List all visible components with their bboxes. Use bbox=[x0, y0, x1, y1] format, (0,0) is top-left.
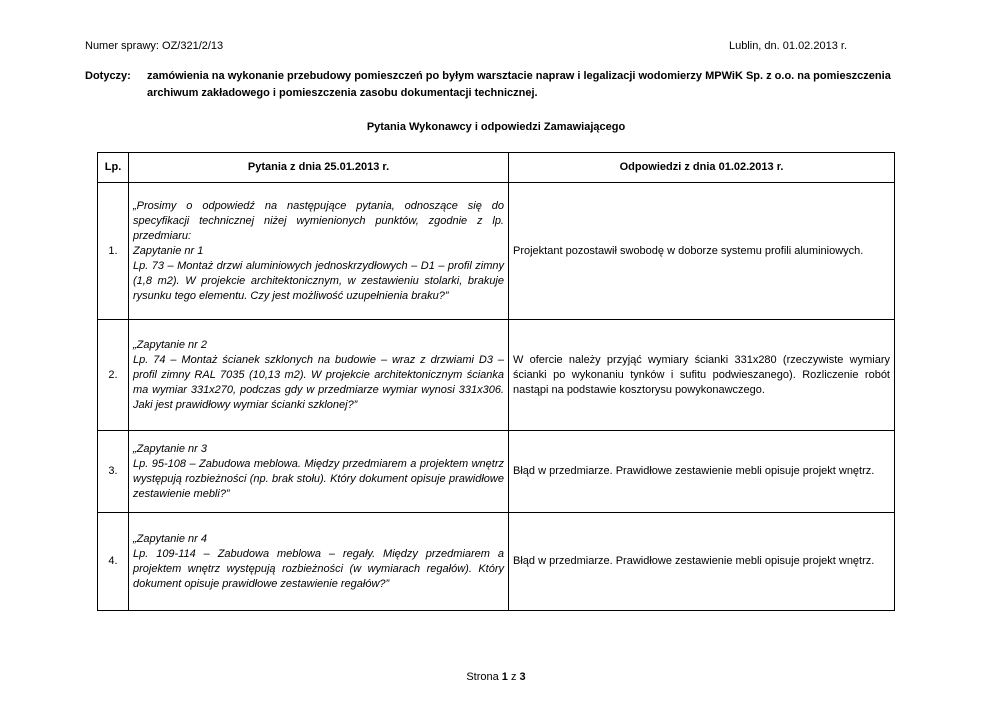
place-date: Lublin, dn. 01.02.2013 r. bbox=[728, 40, 847, 52]
header-questions: Pytania z dnia 25.01.2013 r. bbox=[129, 153, 509, 183]
answer-cell: Błąd w przedmiarze. Prawidłowe zestawienie mebli opisuje projekt wnętrz. bbox=[509, 431, 895, 513]
table-row bbox=[98, 513, 895, 611]
row-number: 3. bbox=[98, 431, 129, 513]
subject-text: zamówienia na wykonanie przebudowy pomieszczeń po byłym warsztacie napraw i legalizacji wodomierzy MPWiK Sp. z o.o. na pomieszczenia archiwum zakładowego i pomieszczenia zasobu dokumentacji technicznej. bbox=[147, 70, 891, 99]
case-number: Numer sprawy: OZ/321/2/13 bbox=[85, 40, 224, 52]
page-footer bbox=[0, 671, 992, 683]
question-cell: „Zapytanie nr 3 Lp. 95-108 – Zabudowa meblowa. Między przedmiarem a projektem wnętrz występują rozbieżności (np. brak stołu). Który dokument opisuje prawidłowe zestawienie mebli?” bbox=[129, 431, 509, 513]
footer-total: 3 bbox=[519, 671, 526, 683]
header-lp: Lp. bbox=[98, 153, 129, 183]
section-title: Pytania Wykonawcy i odpowiedzi Zamawiającego bbox=[366, 121, 626, 133]
answer-cell: Projektant pozostawił swobodę w doborze systemu profili aluminiowych. bbox=[509, 183, 895, 320]
footer-sep: z bbox=[510, 671, 517, 683]
answer-cell: Błąd w przedmiarze. Prawidłowe zestawienie mebli opisuje projekt wnętrz. bbox=[509, 513, 895, 611]
question-cell: „Zapytanie nr 2 Lp. 74 – Montaż ścianek szklonych na budowie – wraz z drzwiami D3 – profil zimny RAL 7035 (10,13 m2). W projekcie architektonicznym ścianka ma wymiar 331x270, podczas gdy w przedmiarze wymiar wynosi 331x306. Jaki jest prawidłowy wymiar ścianki szklonej?” bbox=[129, 320, 509, 431]
table-row bbox=[98, 431, 895, 513]
table-row bbox=[98, 320, 895, 431]
qa-table bbox=[97, 152, 895, 611]
footer-prefix: Strona bbox=[466, 671, 499, 683]
row-number: 2. bbox=[98, 320, 129, 431]
table-row bbox=[98, 183, 895, 320]
header-answers: Odpowiedzi z dnia 01.02.2013 r. bbox=[509, 153, 895, 183]
table-header-row bbox=[98, 153, 895, 183]
row-number: 4. bbox=[98, 513, 129, 611]
subject-block bbox=[85, 68, 905, 102]
footer-page: 1 bbox=[501, 671, 508, 683]
question-cell: „Zapytanie nr 4 Lp. 109-114 – Zabudowa meblowa – regały. Między przedmiarem a projektem wnętrz występują rozbieżności (w wymiarach regałów). Który dokument opisuje prawidłowe zestawienie regałów?” bbox=[129, 513, 509, 611]
answer-cell: W ofercie należy przyjąć wymiary ścianki 331x280 (rzeczywiste wymiary ścianki po wykonaniu tynków i sufitu podwieszanego). Rozliczenie robót nastąpi na podstawie kosztorysu powykonawczego. bbox=[509, 320, 895, 431]
row-number: 1. bbox=[98, 183, 129, 320]
question-cell: „Prosimy o odpowiedź na następujące pytania, odnoszące się do specyfikacji technicznej niżej wymienionych punktów, zgodnie z lp. przedmiaru: Zapytanie nr 1 Lp. 73 – Montaż drzwi aluminiowych jednoskrzydłowych – D1 – profil zimny (1,8 m2). W projekcie architektonicznym, w zestawieniu stolarki, brakuje rysunku tego elementu. Czy jest możliwość uzupełnienia braku?” bbox=[129, 183, 509, 320]
subject-label: Dotyczy: bbox=[85, 70, 131, 82]
